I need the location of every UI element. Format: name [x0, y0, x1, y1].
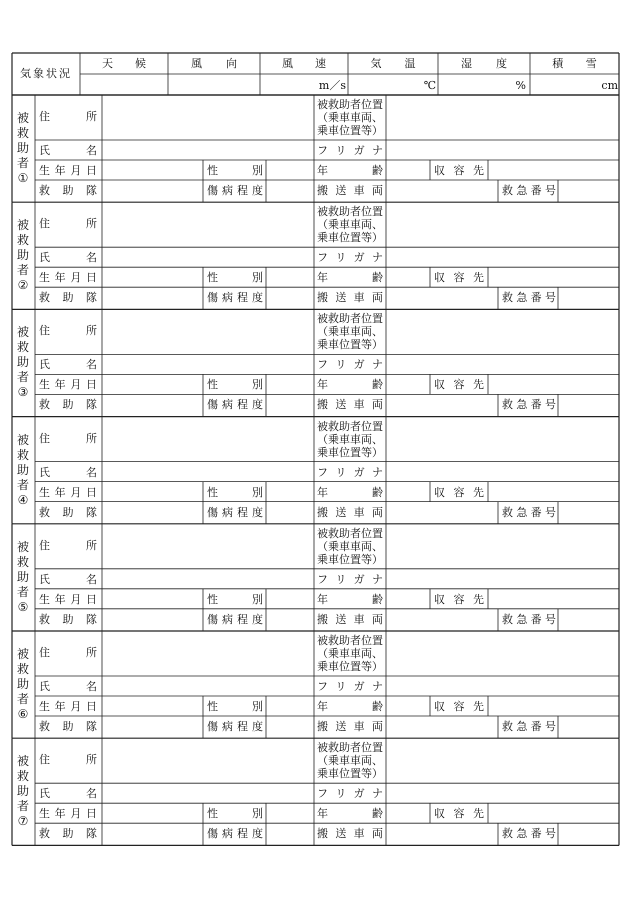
rescuee-label-4 — [16, 433, 30, 508]
transport-label: 搬 送 車 両 — [317, 720, 383, 733]
position-label-1: （乗車車両、 — [317, 218, 383, 232]
rescuee-number: ⑥ — [17, 707, 29, 721]
age-label: 年 齢 — [317, 700, 383, 713]
team-label: 救 助 隊 — [39, 505, 97, 519]
birth-label: 生 年 月 日 — [39, 700, 97, 713]
team-label: 救 助 隊 — [39, 291, 97, 305]
hospital-label: 収 容 先 — [434, 271, 484, 285]
ems-number-label: 救 急 番 号 — [502, 720, 556, 733]
position-label-1: （乗車車両、 — [317, 432, 383, 446]
position-label-0: 被救助者位置 — [317, 98, 383, 111]
weather-col-4: 湿 度 — [461, 57, 507, 70]
ems-number-label: 救 急 番 号 — [502, 184, 556, 197]
rescuee-label-char: 被 — [16, 647, 29, 661]
rescuee-label-char: 者 — [16, 799, 29, 814]
furigana-label: フ リ ガ ナ — [317, 465, 383, 479]
position-label-0: 被救助者位置 — [317, 741, 383, 755]
address-label: 住 所 — [39, 324, 97, 338]
birth-label: 生 年 月 日 — [39, 164, 97, 177]
rescuee-label-7 — [16, 754, 30, 829]
rescuee-label-char: 救 — [16, 769, 29, 784]
unit-humidity: % — [515, 79, 526, 92]
sex-label: 性 別 — [207, 700, 263, 713]
rescuee-label-char: 被 — [16, 325, 29, 340]
weather-col-1: 風 向 — [191, 57, 237, 70]
furigana-label: フ リ ガ ナ — [317, 787, 383, 801]
age-label: 年 齢 — [317, 807, 383, 821]
rescuee-label-char: 助 — [16, 141, 29, 155]
weather-heading: 気象状況 — [20, 67, 72, 80]
position-label-0: 被救助者位置 — [317, 634, 383, 647]
furigana-label: フ リ ガ ナ — [317, 251, 383, 265]
name-label: 氏 名 — [39, 787, 97, 801]
name-label: 氏 名 — [39, 572, 97, 586]
furigana-label: フ リ ガ ナ — [317, 358, 383, 372]
position-label-1: （乗車車両、 — [317, 539, 383, 553]
age-label: 年 齢 — [317, 592, 383, 606]
furigana-label: フ リ ガ ナ — [317, 572, 383, 586]
sex-label: 性 別 — [207, 592, 263, 606]
rescuee-label-char: 助 — [16, 569, 29, 584]
position-label-0: 被救助者位置 — [317, 312, 383, 326]
transport-label: 搬 送 車 両 — [317, 291, 383, 305]
address-label: 住 所 — [39, 538, 97, 552]
injury-label: 傷 病 程 度 — [207, 827, 263, 841]
position-label-2: 乗車位置等） — [317, 338, 383, 352]
position-label-2: 乗車位置等） — [317, 660, 383, 673]
birth-label: 生 年 月 日 — [39, 592, 97, 606]
transport-label: 搬 送 車 両 — [317, 505, 383, 519]
ems-number-label: 救 急 番 号 — [502, 398, 556, 412]
hospital-label: 収 容 先 — [434, 485, 484, 499]
injury-label: 傷 病 程 度 — [207, 505, 263, 519]
injury-label: 傷 病 程 度 — [207, 612, 263, 626]
position-label-2: 乗車位置等） — [317, 231, 383, 245]
injury-label: 傷 病 程 度 — [207, 720, 263, 733]
hospital-label: 収 容 先 — [434, 378, 484, 392]
team-label: 救 助 隊 — [39, 720, 97, 733]
rescuee-label-char: 助 — [16, 355, 29, 370]
team-label: 救 助 隊 — [39, 612, 97, 626]
position-label-1: （乗車車両、 — [317, 754, 383, 768]
hospital-label: 収 容 先 — [434, 807, 484, 821]
sex-label: 性 別 — [207, 164, 263, 177]
rescuee-label-3 — [16, 325, 30, 400]
address-label: 住 所 — [39, 646, 97, 659]
rescuee-number: ⑤ — [17, 599, 29, 614]
address-label: 住 所 — [39, 753, 97, 767]
rescuee-label-6 — [16, 647, 30, 722]
position-label-1: （乗車車両、 — [317, 111, 383, 124]
rescuee-label-char: 者 — [16, 584, 29, 599]
rescuee-label-char: 被 — [16, 539, 29, 554]
name-label: 氏 名 — [39, 144, 97, 157]
name-label: 氏 名 — [39, 680, 97, 693]
name-label: 氏 名 — [39, 465, 97, 479]
team-label: 救 助 隊 — [39, 184, 97, 197]
weather-col-0: 天 候 — [102, 57, 146, 70]
sex-label: 性 別 — [207, 378, 263, 392]
age-label: 年 齢 — [317, 271, 383, 285]
address-label: 住 所 — [39, 110, 97, 123]
name-label: 氏 名 — [39, 251, 97, 265]
furigana-label: フ リ ガ ナ — [317, 144, 383, 157]
rescuee-label-char: 被 — [16, 218, 29, 233]
injury-label: 傷 病 程 度 — [207, 398, 263, 412]
transport-label: 搬 送 車 両 — [317, 398, 383, 412]
transport-label: 搬 送 車 両 — [317, 184, 383, 197]
weather-col-2: 風 速 — [282, 57, 326, 70]
rescuee-label-char: 助 — [16, 784, 29, 799]
ems-number-label: 救 急 番 号 — [502, 827, 556, 841]
rescuee-label-char: 者 — [16, 370, 29, 385]
rescuee-number: ④ — [17, 492, 29, 507]
rescuee-label-char: 救 — [16, 126, 29, 140]
rescuee-label-char: 者 — [16, 692, 29, 706]
unit-temperature: ℃ — [423, 79, 436, 92]
address-label: 住 所 — [39, 431, 97, 445]
hospital-label: 収 容 先 — [434, 164, 484, 177]
rescuee-label-char: 者 — [16, 156, 29, 170]
rescuee-label-char: 救 — [16, 662, 29, 676]
unit-snow: cm — [601, 79, 618, 92]
ems-number-label: 救 急 番 号 — [502, 291, 556, 305]
sex-label: 性 別 — [207, 485, 263, 499]
rescuee-label-char: 救 — [16, 233, 29, 248]
injury-label: 傷 病 程 度 — [207, 291, 263, 305]
rescuee-label-char: 救 — [16, 447, 29, 462]
ems-number-label: 救 急 番 号 — [502, 505, 556, 519]
rescuee-label-char: 被 — [16, 111, 29, 125]
hospital-label: 収 容 先 — [434, 700, 484, 713]
age-label: 年 齢 — [317, 485, 383, 499]
weather-col-3: 気 温 — [370, 57, 416, 70]
rescuee-label-char: 者 — [16, 477, 29, 492]
address-label: 住 所 — [39, 217, 97, 231]
unit-wind-speed: m／s — [318, 79, 346, 92]
rescuee-number: ① — [17, 171, 29, 185]
rescuee-label-1 — [16, 111, 30, 186]
position-label-1: （乗車車両、 — [317, 647, 383, 660]
sex-label: 性 別 — [207, 271, 263, 285]
position-label-2: 乗車位置等） — [317, 445, 383, 459]
rescuee-label-char: 被 — [16, 754, 29, 769]
injury-label: 傷 病 程 度 — [207, 184, 263, 197]
team-label: 救 助 隊 — [39, 827, 97, 841]
transport-label: 搬 送 車 両 — [317, 612, 383, 626]
weather-col-5: 積 雪 — [552, 57, 597, 70]
name-label: 氏 名 — [39, 358, 97, 372]
position-label-1: （乗車車両、 — [317, 325, 383, 339]
team-label: 救 助 隊 — [39, 398, 97, 412]
birth-label: 生 年 月 日 — [39, 378, 97, 392]
position-label-0: 被救助者位置 — [317, 526, 383, 540]
birth-label: 生 年 月 日 — [39, 271, 97, 285]
sex-label: 性 別 — [207, 807, 263, 821]
rescuee-label-char: 者 — [16, 263, 29, 278]
position-label-0: 被救助者位置 — [317, 419, 383, 433]
ems-number-label: 救 急 番 号 — [502, 612, 556, 626]
hospital-label: 収 容 先 — [434, 592, 484, 606]
age-label: 年 齢 — [317, 164, 383, 177]
rescuee-label-char: 救 — [16, 554, 29, 569]
birth-label: 生 年 月 日 — [39, 807, 97, 821]
furigana-label: フ リ ガ ナ — [317, 680, 383, 693]
rescuee-label-char: 助 — [16, 462, 29, 477]
rescuee-label-char: 助 — [16, 248, 29, 263]
position-label-2: 乗車位置等） — [317, 767, 383, 781]
position-label-0: 被救助者位置 — [317, 205, 383, 219]
transport-label: 搬 送 車 両 — [317, 827, 383, 841]
rescuee-number: ③ — [17, 385, 29, 400]
age-label: 年 齢 — [317, 378, 383, 392]
birth-label: 生 年 月 日 — [39, 485, 97, 499]
position-label-2: 乗車位置等） — [317, 124, 383, 137]
rescuee-label-2 — [16, 218, 30, 293]
rescuee-label-char: 救 — [16, 340, 29, 355]
rescuee-label-char: 被 — [16, 432, 29, 447]
rescuee-number: ⑦ — [17, 814, 29, 829]
rescuee-label-char: 助 — [16, 677, 29, 691]
rescuee-number: ② — [17, 278, 29, 293]
position-label-2: 乗車位置等） — [317, 552, 383, 566]
rescuee-label-5 — [16, 540, 30, 615]
